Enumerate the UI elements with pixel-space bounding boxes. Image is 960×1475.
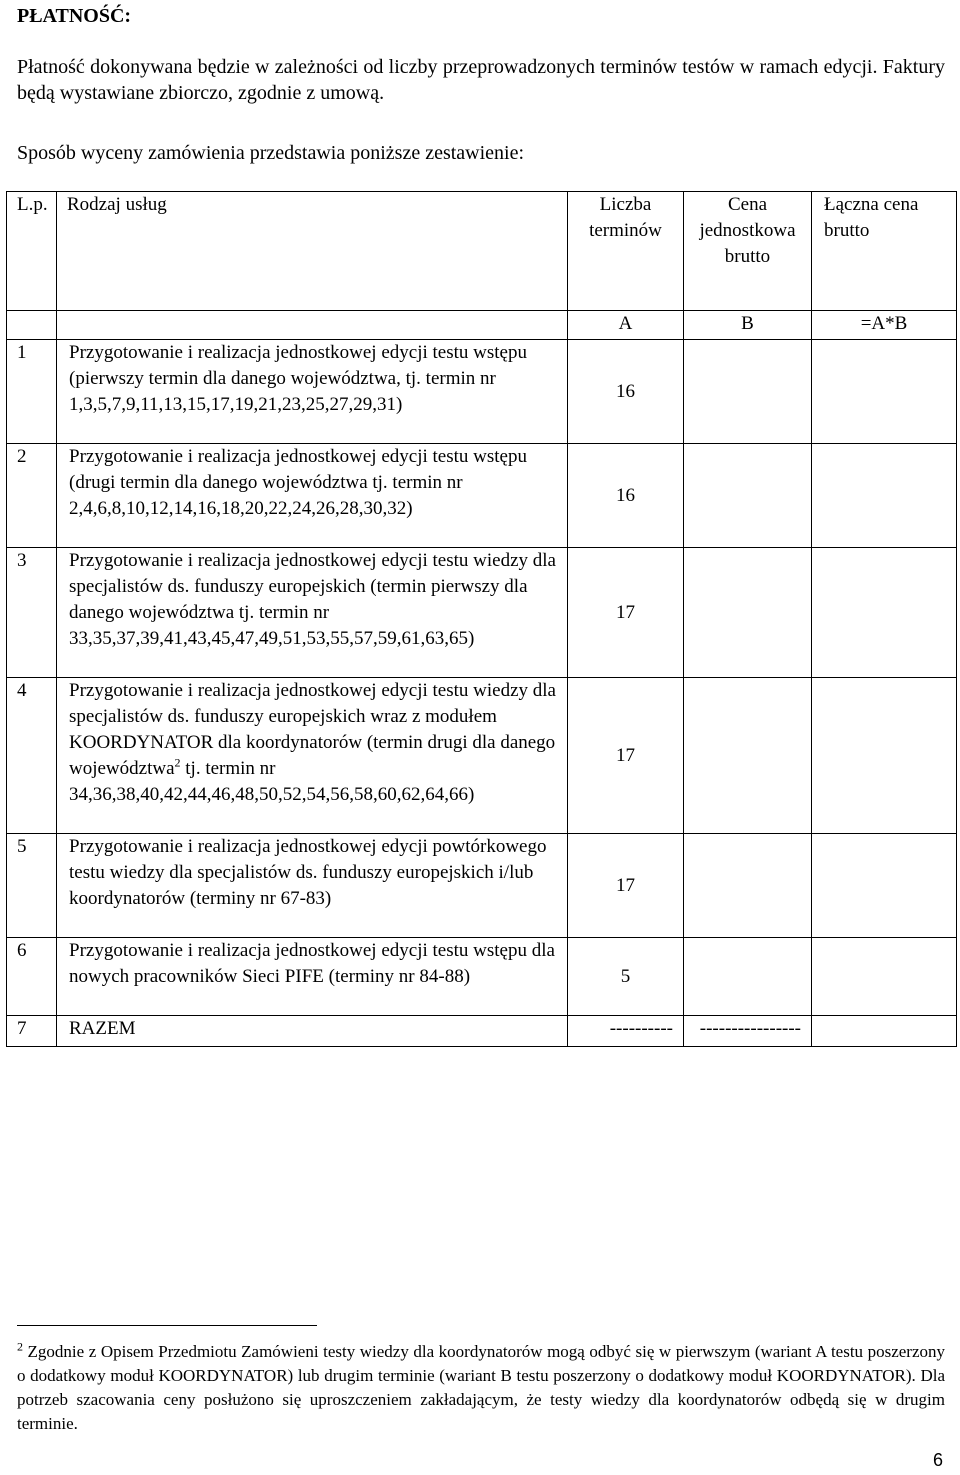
summary-label: RAZEM — [57, 1016, 568, 1047]
section-heading: PŁATNOŚĆ: — [17, 5, 132, 27]
unit-price-cell — [684, 340, 812, 444]
row-number: 1 — [7, 340, 57, 444]
term-count: 17 — [568, 548, 684, 678]
pricing-intro: Sposób wyceny zamówienia przedstawia poniższe zestawienie: — [17, 142, 525, 164]
unit-price-cell — [684, 444, 812, 548]
formula-lp — [7, 311, 57, 340]
summary-total-price — [812, 1016, 957, 1047]
service-description: Przygotowanie i realizacja jednostkowej edycji testu wstępu (pierwszy termin dla danego województwa, tj. termin nr 1,3,5,7,9,11,13,15,17,19,21,23,25,27,29,31) — [57, 340, 568, 444]
total-price-cell — [812, 938, 957, 1016]
service-description: Przygotowanie i realizacja jednostkowej edycji testu wstępu dla nowych pracowników Sieci PIFE (terminy nr 84-88) — [57, 938, 568, 1016]
table-row — [7, 548, 957, 678]
term-count: 16 — [568, 444, 684, 548]
table-row — [7, 834, 957, 938]
row-number: 6 — [7, 938, 57, 1016]
summary-unit-price: ---------------- — [684, 1016, 812, 1047]
intro-paragraph: Płatność dokonywana będzie w zależności od liczby przeprowadzonych terminów testów w ramach edycji. Faktury będą wystawiane zbiorczo, zgodnie z umową. — [17, 56, 945, 104]
row-number: 3 — [7, 548, 57, 678]
unit-price-cell — [684, 548, 812, 678]
formula-row — [7, 311, 957, 340]
term-count: 17 — [568, 834, 684, 938]
total-price-cell — [812, 548, 957, 678]
footnote — [17, 1340, 945, 1436]
service-description: Przygotowanie i realizacja jednostkowej edycji testu wiedzy dla specjalistów ds. funduszy europejskich (termin pierwszy dla danego województwa tj. termin nr 33,35,37,39,41,43,45,47,49,51,53,55,57,59,61,63,65) — [57, 548, 568, 678]
formula-unit-price: B — [684, 311, 812, 340]
header-service: Rodzaj usług — [57, 192, 568, 311]
table-row — [7, 678, 957, 834]
unit-price-cell — [684, 938, 812, 1016]
header-total-price: Łączna cena brutto — [812, 192, 957, 311]
row-number: 2 — [7, 444, 57, 548]
table-header-row — [7, 192, 957, 311]
term-count: 16 — [568, 340, 684, 444]
pricing-table — [6, 191, 957, 1047]
footnote-marker: 2 — [17, 1339, 23, 1354]
footnote-separator — [17, 1325, 317, 1326]
summary-row — [7, 1016, 957, 1047]
service-text-after: tj. termin nr 34,36,38,40,42,44,46,48,50,52,54,56,58,60,62,64,66) — [69, 758, 475, 805]
header-lp: L.p. — [7, 192, 57, 311]
service-description — [57, 678, 568, 834]
table-row — [7, 444, 957, 548]
total-price-cell — [812, 678, 957, 834]
total-price-cell — [812, 340, 957, 444]
summary-count: ---------- — [568, 1016, 684, 1047]
summary-number: 7 — [7, 1016, 57, 1047]
formula-service — [57, 311, 568, 340]
formula-total-price: =A*B — [812, 311, 957, 340]
footnote-reference[interactable]: 2 — [174, 755, 181, 770]
term-count: 5 — [568, 938, 684, 1016]
unit-price-cell — [684, 678, 812, 834]
term-count: 17 — [568, 678, 684, 834]
header-unit-price: Cena jednostkowa brutto — [684, 192, 812, 311]
row-number: 4 — [7, 678, 57, 834]
service-description: Przygotowanie i realizacja jednostkowej edycji powtórkowego testu wiedzy dla specjalistów ds. funduszy europejskich i/lub koordynatorów (terminy nr 67-83) — [57, 834, 568, 938]
row-number: 5 — [7, 834, 57, 938]
total-price-cell — [812, 834, 957, 938]
table-row — [7, 938, 957, 1016]
footnote-text: Zgodnie z Opisem Przedmiotu Zamówieni testy wiedzy dla koordynatorów mogą odbyć się w pierwszym (wariant A testu poszerzony o dodatkowy moduł KOORDYNATOR) lub drugim terminie (wariant B testu poszerzony o dodatkowy moduł KOORDYNATOR). Dla potrzeb szacowania ceny posłużono się uproszczeniem zakładającym, że testy wiedzy dla koordynatorów odbędą się w drugim terminie. — [17, 1342, 946, 1433]
formula-count: A — [568, 311, 684, 340]
table-row — [7, 340, 957, 444]
service-description: Przygotowanie i realizacja jednostkowej edycji testu wstępu (drugi termin dla danego województwa tj. termin nr 2,4,6,8,10,12,14,16,18,20,22,24,26,28,30,32) — [57, 444, 568, 548]
unit-price-cell — [684, 834, 812, 938]
page-number: 6 — [932, 1450, 943, 1470]
service-text-before: Przygotowanie i realizacja jednostkowej edycji testu wiedzy dla specjalistów ds. funduszy europejskich wraz z modułem KOORDYNATOR dla koordynatorów (termin drugi dla danego województwa — [69, 680, 556, 779]
total-price-cell — [812, 444, 957, 548]
header-count: Liczba terminów — [568, 192, 684, 311]
